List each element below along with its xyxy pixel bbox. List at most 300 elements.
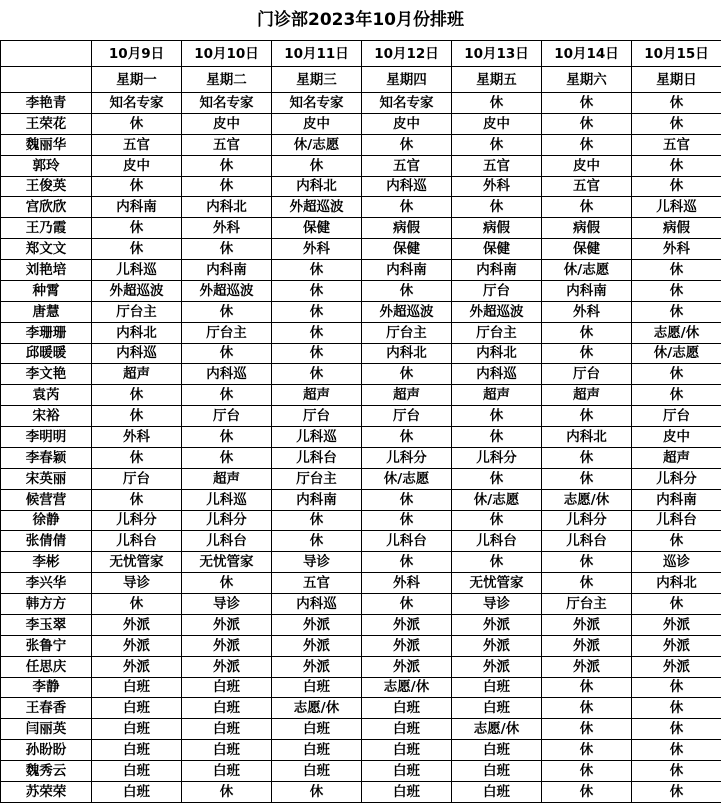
shift-cell: 外派 <box>92 614 182 635</box>
shift-cell: 超声 <box>272 385 362 406</box>
corner-cell <box>1 67 92 93</box>
shift-cell: 休 <box>542 406 632 427</box>
shift-cell: 厅台主 <box>272 468 362 489</box>
table-row <box>1 552 721 573</box>
shift-cell: 白班 <box>92 719 182 740</box>
shift-cell: 休 <box>92 176 182 197</box>
shift-cell: 内科北 <box>542 427 632 448</box>
table-row <box>1 740 721 761</box>
shift-cell: 白班 <box>362 781 452 802</box>
shift-cell: 五官 <box>452 155 542 176</box>
shift-cell: 厅台 <box>542 364 632 385</box>
shift-cell: 儿科台 <box>92 531 182 552</box>
shift-cell: 内科北 <box>452 343 542 364</box>
shift-cell: 病假 <box>632 218 721 239</box>
date-header: 10月10日 <box>182 41 272 67</box>
staff-name: 宫欣欣 <box>1 197 92 218</box>
shift-cell: 导诊 <box>92 573 182 594</box>
shift-cell: 志愿/休 <box>362 677 452 698</box>
shift-cell: 休 <box>182 385 272 406</box>
shift-cell: 白班 <box>272 740 362 761</box>
table-row <box>1 510 721 531</box>
staff-name: 郭玲 <box>1 155 92 176</box>
shift-cell: 皮中 <box>542 155 632 176</box>
staff-name: 任思庆 <box>1 656 92 677</box>
staff-name: 候营营 <box>1 489 92 510</box>
shift-cell: 休 <box>272 322 362 343</box>
shift-cell: 休 <box>182 239 272 260</box>
shift-cell: 白班 <box>92 781 182 802</box>
shift-cell: 志愿/休 <box>452 719 542 740</box>
shift-cell: 休/志愿 <box>362 468 452 489</box>
shift-cell: 休 <box>272 155 362 176</box>
shift-cell: 休/志愿 <box>542 260 632 281</box>
shift-cell: 外派 <box>542 656 632 677</box>
shift-cell: 休 <box>272 280 362 301</box>
shift-cell: 内科南 <box>362 260 452 281</box>
shift-cell: 超声 <box>632 447 721 468</box>
table-row <box>1 594 721 615</box>
shift-cell: 外科 <box>272 239 362 260</box>
shift-cell: 病假 <box>452 218 542 239</box>
shift-cell: 休 <box>632 113 721 134</box>
shift-cell: 厅台主 <box>542 594 632 615</box>
sheet-title: 门诊部2023年10月份排班 <box>257 10 464 30</box>
shift-cell: 休 <box>542 573 632 594</box>
shift-cell: 内科南 <box>92 197 182 218</box>
staff-name: 王乃霞 <box>1 218 92 239</box>
shift-cell: 保健 <box>452 239 542 260</box>
shift-cell: 外派 <box>362 614 452 635</box>
shift-cell: 休 <box>542 677 632 698</box>
date-header: 10月14日 <box>542 41 632 67</box>
shift-cell: 外派 <box>272 656 362 677</box>
shift-cell: 白班 <box>272 719 362 740</box>
table-row <box>1 781 721 802</box>
table-row <box>1 677 721 698</box>
shift-cell: 休 <box>92 239 182 260</box>
shift-cell: 导诊 <box>182 594 272 615</box>
shift-cell: 厅台 <box>272 406 362 427</box>
shift-cell: 无忧管家 <box>92 552 182 573</box>
shift-cell: 休 <box>182 427 272 448</box>
shift-cell: 外超巡波 <box>272 197 362 218</box>
shift-cell: 病假 <box>362 218 452 239</box>
shift-cell: 外派 <box>362 656 452 677</box>
shift-cell: 外派 <box>362 635 452 656</box>
shift-cell: 内科北 <box>182 197 272 218</box>
shift-cell: 内科南 <box>272 489 362 510</box>
staff-name: 苏荣荣 <box>1 781 92 802</box>
shift-cell: 儿科分 <box>92 510 182 531</box>
shift-cell: 知名专家 <box>92 93 182 114</box>
shift-cell: 外派 <box>542 635 632 656</box>
shift-cell: 内科巡 <box>272 594 362 615</box>
shift-cell: 白班 <box>92 740 182 761</box>
shift-cell: 导诊 <box>272 552 362 573</box>
table-row <box>1 656 721 677</box>
table-row <box>1 761 721 782</box>
date-header: 10月13日 <box>452 41 542 67</box>
shift-cell: 白班 <box>272 761 362 782</box>
shift-cell: 外科 <box>362 573 452 594</box>
shift-cell: 休 <box>272 301 362 322</box>
schedule-body <box>1 41 721 803</box>
shift-cell: 厅台主 <box>92 301 182 322</box>
staff-name: 徐静 <box>1 510 92 531</box>
shift-cell: 外派 <box>92 656 182 677</box>
weekday-header: 星期五 <box>452 67 542 93</box>
shift-cell: 超声 <box>182 468 272 489</box>
staff-name: 魏丽华 <box>1 134 92 155</box>
schedule-table <box>0 40 721 803</box>
shift-cell: 厅台主 <box>362 322 452 343</box>
shift-cell: 白班 <box>182 740 272 761</box>
table-row <box>1 447 721 468</box>
staff-name: 孙盼盼 <box>1 740 92 761</box>
shift-cell: 白班 <box>362 740 452 761</box>
shift-cell: 巡诊 <box>632 552 721 573</box>
shift-cell: 保健 <box>272 218 362 239</box>
weekday-header: 星期三 <box>272 67 362 93</box>
shift-cell: 白班 <box>272 677 362 698</box>
shift-cell: 儿科台 <box>182 531 272 552</box>
shift-cell: 儿科台 <box>272 447 362 468</box>
shift-cell: 儿科分 <box>362 447 452 468</box>
shift-cell: 皮中 <box>632 427 721 448</box>
shift-cell: 外派 <box>452 635 542 656</box>
shift-cell: 超声 <box>92 364 182 385</box>
shift-cell: 白班 <box>182 719 272 740</box>
shift-cell: 内科巡 <box>182 364 272 385</box>
shift-cell: 厅台 <box>362 406 452 427</box>
shift-cell: 休 <box>632 385 721 406</box>
shift-cell: 儿科分 <box>182 510 272 531</box>
shift-cell: 内科巡 <box>452 364 542 385</box>
shift-cell: 外派 <box>452 656 542 677</box>
shift-cell: 无忧管家 <box>452 573 542 594</box>
staff-name: 宋裕 <box>1 406 92 427</box>
shift-cell: 无忧管家 <box>182 552 272 573</box>
shift-cell: 休 <box>632 719 721 740</box>
date-header: 10月11日 <box>272 41 362 67</box>
shift-cell: 白班 <box>92 698 182 719</box>
shift-cell: 儿科巡 <box>272 427 362 448</box>
shift-cell: 五官 <box>362 155 452 176</box>
shift-cell: 休 <box>92 113 182 134</box>
staff-name: 李文艳 <box>1 364 92 385</box>
table-row <box>1 218 721 239</box>
shift-cell: 休 <box>362 552 452 573</box>
shift-cell: 白班 <box>452 677 542 698</box>
weekday-header: 星期日 <box>632 67 721 93</box>
shift-cell: 休 <box>542 719 632 740</box>
shift-cell: 休 <box>542 468 632 489</box>
shift-cell: 休 <box>272 364 362 385</box>
shift-cell: 休 <box>542 740 632 761</box>
shift-cell: 白班 <box>182 761 272 782</box>
shift-cell: 休 <box>542 197 632 218</box>
shift-cell: 休 <box>272 343 362 364</box>
staff-name: 李明明 <box>1 427 92 448</box>
shift-cell: 休 <box>542 343 632 364</box>
shift-cell: 休 <box>542 134 632 155</box>
shift-cell: 保健 <box>542 239 632 260</box>
staff-name: 张倩倩 <box>1 531 92 552</box>
shift-cell: 休 <box>452 468 542 489</box>
staff-name: 李春颖 <box>1 447 92 468</box>
shift-cell: 休 <box>272 781 362 802</box>
shift-cell: 外派 <box>632 656 721 677</box>
shift-cell: 五官 <box>182 134 272 155</box>
table-row <box>1 301 721 322</box>
table-row <box>1 385 721 406</box>
shift-cell: 休 <box>182 301 272 322</box>
staff-name: 魏秀云 <box>1 761 92 782</box>
shift-cell: 休 <box>452 406 542 427</box>
shift-cell: 皮中 <box>272 113 362 134</box>
shift-cell: 休 <box>182 573 272 594</box>
table-row <box>1 134 721 155</box>
shift-cell: 休 <box>272 260 362 281</box>
shift-cell: 休 <box>92 594 182 615</box>
staff-name: 李彬 <box>1 552 92 573</box>
shift-cell: 休 <box>542 781 632 802</box>
shift-cell: 外派 <box>632 635 721 656</box>
shift-cell: 白班 <box>92 761 182 782</box>
shift-cell: 皮中 <box>362 113 452 134</box>
date-header: 10月15日 <box>632 41 721 67</box>
shift-cell: 休 <box>632 677 721 698</box>
shift-cell: 休 <box>362 364 452 385</box>
shift-cell: 外派 <box>182 635 272 656</box>
shift-cell: 休 <box>182 781 272 802</box>
shift-cell: 外派 <box>92 635 182 656</box>
shift-cell: 皮中 <box>182 113 272 134</box>
shift-cell: 休/志愿 <box>632 343 721 364</box>
shift-cell: 外超巡波 <box>362 301 452 322</box>
table-row <box>1 280 721 301</box>
staff-name: 李静 <box>1 677 92 698</box>
shift-cell: 内科巡 <box>362 176 452 197</box>
shift-cell: 休 <box>272 531 362 552</box>
shift-cell: 厅台主 <box>182 322 272 343</box>
shift-cell: 外派 <box>452 614 542 635</box>
staff-name: 李珊珊 <box>1 322 92 343</box>
shift-cell: 内科北 <box>272 176 362 197</box>
shift-cell: 内科北 <box>632 573 721 594</box>
table-row <box>1 176 721 197</box>
shift-cell: 休 <box>362 280 452 301</box>
staff-name: 郑文文 <box>1 239 92 260</box>
shift-cell: 休 <box>542 698 632 719</box>
shift-cell: 休 <box>272 510 362 531</box>
shift-cell: 白班 <box>452 781 542 802</box>
table-row <box>1 113 721 134</box>
shift-cell: 休 <box>632 740 721 761</box>
table-row <box>1 635 721 656</box>
shift-cell: 白班 <box>362 719 452 740</box>
shift-cell: 休 <box>92 218 182 239</box>
table-row <box>1 364 721 385</box>
shift-cell: 休 <box>452 552 542 573</box>
table-row <box>1 93 721 114</box>
shift-cell: 休 <box>452 427 542 448</box>
shift-cell: 外科 <box>632 239 721 260</box>
shift-cell: 休 <box>182 343 272 364</box>
shift-cell: 休 <box>632 364 721 385</box>
staff-name: 种霄 <box>1 280 92 301</box>
shift-cell: 休 <box>452 93 542 114</box>
weekday-header: 星期二 <box>182 67 272 93</box>
shift-cell: 超声 <box>362 385 452 406</box>
shift-cell: 休 <box>92 447 182 468</box>
date-header: 10月9日 <box>92 41 182 67</box>
shift-cell: 内科北 <box>92 322 182 343</box>
shift-cell: 休 <box>92 406 182 427</box>
staff-name: 闫丽英 <box>1 719 92 740</box>
table-row <box>1 614 721 635</box>
shift-cell: 外科 <box>452 176 542 197</box>
shift-cell: 休 <box>632 531 721 552</box>
shift-cell: 外超巡波 <box>92 280 182 301</box>
shift-cell: 休 <box>182 447 272 468</box>
shift-cell: 休 <box>542 113 632 134</box>
shift-cell: 休 <box>362 134 452 155</box>
staff-name: 宋英丽 <box>1 468 92 489</box>
shift-cell: 厅台 <box>632 406 721 427</box>
shift-cell: 白班 <box>182 677 272 698</box>
staff-name: 袁芮 <box>1 385 92 406</box>
shift-cell: 休 <box>182 155 272 176</box>
shift-cell: 休 <box>632 93 721 114</box>
shift-cell: 白班 <box>362 761 452 782</box>
shift-cell: 休 <box>362 197 452 218</box>
shift-cell: 外科 <box>182 218 272 239</box>
shift-cell: 外派 <box>182 614 272 635</box>
shift-cell: 休/志愿 <box>452 489 542 510</box>
table-row <box>1 427 721 448</box>
shift-cell: 志愿/休 <box>542 489 632 510</box>
table-row <box>1 573 721 594</box>
table-row <box>1 489 721 510</box>
shift-cell: 休 <box>362 510 452 531</box>
shift-cell: 外超巡波 <box>452 301 542 322</box>
shift-cell: 休 <box>632 761 721 782</box>
shift-cell: 休 <box>542 447 632 468</box>
weekday-header: 星期一 <box>92 67 182 93</box>
shift-cell: 休 <box>632 301 721 322</box>
table-row <box>1 260 721 281</box>
shift-cell: 儿科分 <box>452 447 542 468</box>
staff-name: 李玉翠 <box>1 614 92 635</box>
shift-cell: 内科南 <box>542 280 632 301</box>
shift-cell: 皮中 <box>92 155 182 176</box>
shift-cell: 儿科巡 <box>92 260 182 281</box>
shift-cell: 内科北 <box>362 343 452 364</box>
table-row <box>1 406 721 427</box>
shift-cell: 休 <box>362 489 452 510</box>
shift-cell: 休 <box>632 698 721 719</box>
shift-cell: 知名专家 <box>272 93 362 114</box>
shift-cell: 超声 <box>542 385 632 406</box>
shift-cell: 五官 <box>542 176 632 197</box>
shift-cell: 志愿/休 <box>632 322 721 343</box>
shift-cell: 休 <box>542 93 632 114</box>
shift-cell: 外派 <box>272 614 362 635</box>
shift-cell: 厅台主 <box>452 322 542 343</box>
table-row <box>1 155 721 176</box>
staff-name: 李艳青 <box>1 93 92 114</box>
shift-cell: 休 <box>542 552 632 573</box>
shift-cell: 休 <box>632 176 721 197</box>
weekday-header: 星期四 <box>362 67 452 93</box>
shift-cell: 五官 <box>272 573 362 594</box>
shift-cell: 休/志愿 <box>272 134 362 155</box>
table-row <box>1 468 721 489</box>
shift-cell: 休 <box>632 155 721 176</box>
shift-cell: 休 <box>182 176 272 197</box>
table-row <box>1 197 721 218</box>
staff-name: 邱暖暖 <box>1 343 92 364</box>
staff-name: 王春香 <box>1 698 92 719</box>
shift-cell: 厅台 <box>92 468 182 489</box>
shift-cell: 病假 <box>542 218 632 239</box>
weekday-header-row <box>1 67 721 93</box>
shift-cell: 白班 <box>182 698 272 719</box>
shift-cell: 儿科巡 <box>182 489 272 510</box>
shift-cell: 内科南 <box>182 260 272 281</box>
shift-cell: 休 <box>362 427 452 448</box>
staff-name: 王俊英 <box>1 176 92 197</box>
shift-cell: 内科南 <box>632 489 721 510</box>
shift-cell: 休 <box>632 260 721 281</box>
shift-cell: 休 <box>632 781 721 802</box>
shift-cell: 儿科台 <box>452 531 542 552</box>
shift-cell: 儿科巡 <box>632 197 721 218</box>
shift-cell: 儿科台 <box>632 510 721 531</box>
shift-cell: 休 <box>452 510 542 531</box>
shift-cell: 五官 <box>632 134 721 155</box>
shift-cell: 白班 <box>452 740 542 761</box>
shift-cell: 知名专家 <box>362 93 452 114</box>
staff-name: 王荣花 <box>1 113 92 134</box>
shift-cell: 超声 <box>452 385 542 406</box>
shift-cell: 白班 <box>362 698 452 719</box>
shift-cell: 外科 <box>542 301 632 322</box>
shift-cell: 内科巡 <box>92 343 182 364</box>
shift-cell: 休 <box>452 134 542 155</box>
shift-cell: 儿科分 <box>632 468 721 489</box>
shift-cell: 内科南 <box>452 260 542 281</box>
table-row <box>1 239 721 260</box>
shift-cell: 白班 <box>452 698 542 719</box>
staff-name: 唐慧 <box>1 301 92 322</box>
shift-cell: 休 <box>632 594 721 615</box>
shift-cell: 志愿/休 <box>272 698 362 719</box>
staff-name: 韩方方 <box>1 594 92 615</box>
shift-cell: 休 <box>542 322 632 343</box>
table-row <box>1 322 721 343</box>
shift-cell: 五官 <box>92 134 182 155</box>
weekday-header: 星期六 <box>542 67 632 93</box>
shift-cell: 导诊 <box>452 594 542 615</box>
date-header-row <box>1 41 721 67</box>
shift-cell: 皮中 <box>452 113 542 134</box>
staff-name: 刘艳培 <box>1 260 92 281</box>
table-row <box>1 531 721 552</box>
shift-cell: 儿科台 <box>362 531 452 552</box>
